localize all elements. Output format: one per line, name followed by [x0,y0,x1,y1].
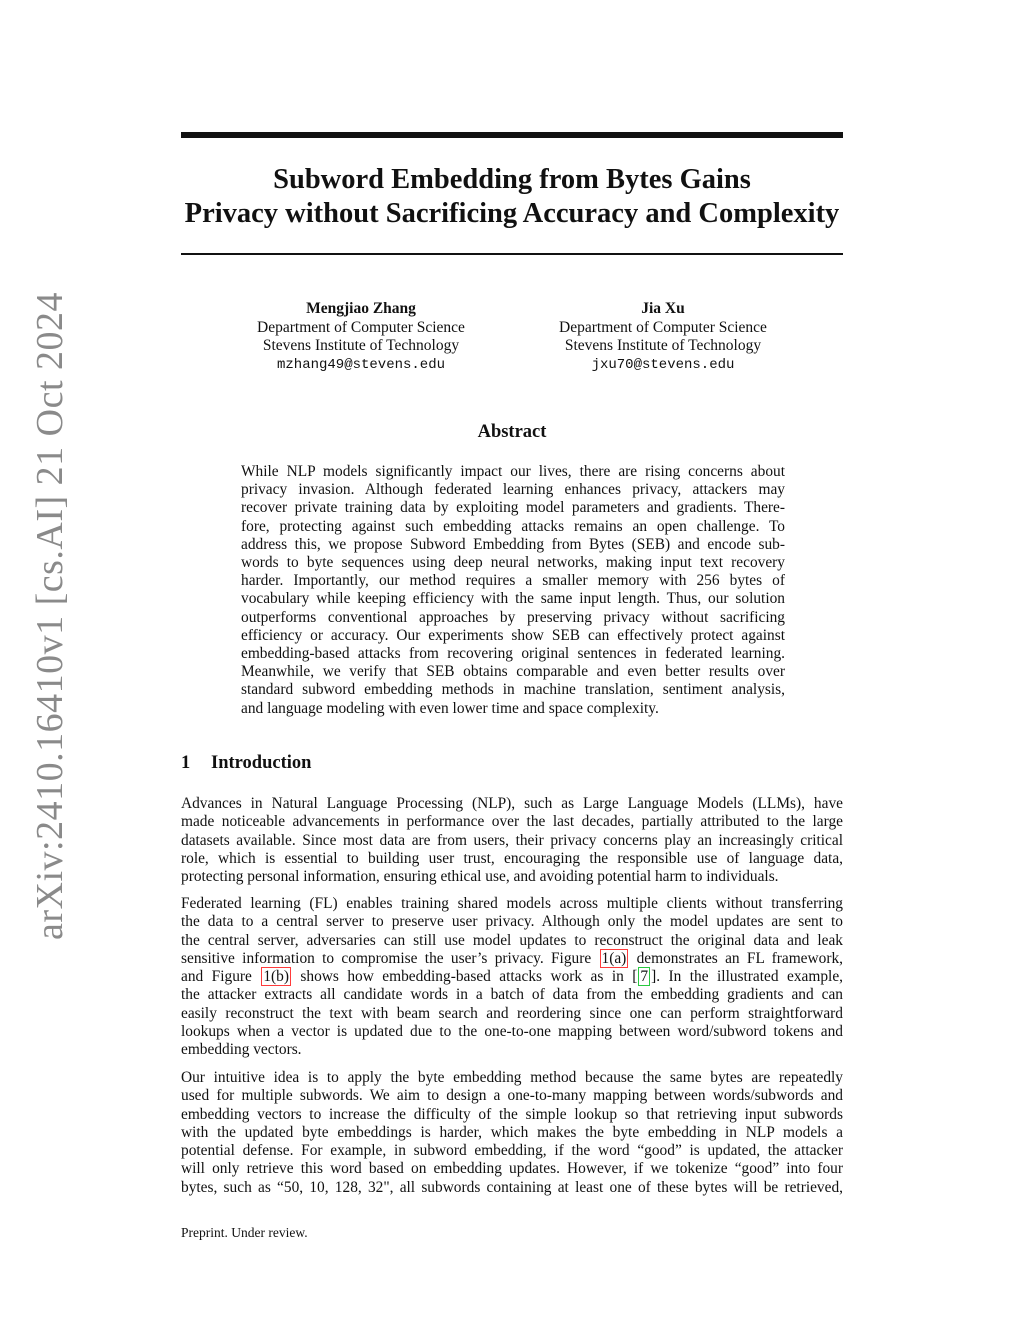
author-name: Jia Xu [641,300,685,317]
paragraph-line: lookups when a vector is updated due to the one-to-one mapping between word/subword tokens and [181,1023,843,1041]
abstract-line: words to byte sequences using deep neural networks, making input text recovery [241,554,785,572]
text-run: ]. In the illustrated example, [651,968,843,986]
paragraph-line: role, which is essential to building user trust, encouraging the responsible use of language data, [181,849,843,867]
title-bottom-rule [181,253,843,255]
abstract-line: standard subword embedding methods in machine translation, sentiment analysis, [241,681,785,699]
abstract-line: vocabulary while keeping efficiency with the same input length. Thus, our solution [241,590,785,608]
intro-paragraph-1 [181,795,843,886]
arxiv-identifier: arXiv:2410.16410v1 [cs.AI] 21 Oct 2024 [29,291,71,940]
paragraph-line: will only retrieve this word based on embedding updates. However, if we tokenize “good” into four [181,1160,843,1178]
text-run: sensitive information to compromise the user’s privacy. Figure [181,949,599,967]
intro-paragraph-2 [181,895,843,1060]
intro-paragraph-3 [181,1069,843,1197]
abstract-line: fore, protecting against such embedding attacks remains an open challenge. To [241,517,785,535]
author-email[interactable]: mzhang49@stevens.edu [276,356,446,373]
abstract-line: efficiency or accuracy. Our experiments show SEB can effectively protect against [241,626,785,644]
paragraph-line: embedding vectors. [181,1041,302,1059]
abstract-line: recover private training data by exploiting model parameters and gradients. There- [241,499,785,517]
paragraph-line: the central server, adversaries can still use model updates to reconstruct the original data and leak [181,931,843,949]
paragraph-line: bytes, such as “50, 10, 128, 32", all subwords containing at least one of these bytes will be retrieved, [181,1178,843,1196]
abstract-line: outperforms conventional approaches by preserving privacy without sacrificing [241,608,785,626]
paragraph-line [181,950,843,968]
paragraph-line: the data to a central server to preserve user privacy. Although only the model updates are sent to [181,913,843,931]
abstract-line: harder. Importantly, our method requires a smaller memory with 256 bytes of [241,572,785,590]
abstract-body [241,463,785,718]
paragraph-line: the attacker extracts all candidate words in a batch of data from the embedding gradients and can [181,986,843,1004]
abstract-line: privacy invasion. Although federated learning enhances privacy, attackers may [241,481,785,499]
citation-7-link[interactable]: 7 [640,968,649,986]
section-number: 1 [181,753,191,773]
author-block-2 [503,300,823,374]
paragraph-line: datasets available. Since most data are from users, their privacy concerns play an increasingly critical [181,831,843,849]
figure-1b-link[interactable]: 1(b) [263,968,289,986]
author-department: Department of Computer Science [257,318,465,336]
paragraph-line [181,968,843,986]
paper-title [181,163,843,231]
author-department: Department of Computer Science [559,318,767,336]
figure-1a-link[interactable]: 1(a) [601,949,627,967]
abstract-line: address this, we propose Subword Embedding from Bytes (SEB) and encode sub- [241,535,785,553]
author-institution: Stevens Institute of Technology [564,337,762,354]
title-line-2: Privacy without Sacrificing Accuracy and Complexity [184,198,840,229]
section-title: Introduction [211,753,312,773]
abstract-line: and language modeling with even lower time and space complexity. [241,699,659,717]
author-block-1 [201,300,521,374]
paragraph-line: potential defense. For example, in subword embedding, if the word “good” is updated, the attacker [181,1142,843,1160]
paragraph-line: made noticeable advancements in performance over the last decades, partially attributed to the large [181,813,843,831]
abstract-heading: Abstract [477,422,547,442]
section-heading-introduction [181,753,311,774]
text-run: and Figure [181,968,261,986]
title-line-1: Subword Embedding from Bytes Gains [273,164,751,195]
preprint-footer: Preprint. Under review. [181,1225,308,1240]
text-run: demonstrates an FL framework, [629,949,843,967]
paragraph-line: used for multiple subwords. We aim to design a one-to-many mapping between words/subwords and [181,1087,843,1105]
paragraph-line: Federated learning (FL) enables training shared models across multiple clients without transferring [181,895,843,912]
abstract-line: While NLP models significantly impact our lives, there are rising concerns about [241,463,785,480]
title-top-rule [181,132,843,138]
text-run: shows how embedding-based attacks work as in [ [291,968,638,986]
paragraph-line: with the updated byte embeddings is harder, which makes the byte embedding in NLP models a [181,1123,843,1141]
author-name: Mengjiao Zhang [306,300,416,317]
author-institution: Stevens Institute of Technology [262,337,460,354]
paragraph-line: Advances in Natural Language Processing (NLP), such as Large Language Models (LLMs), have [181,795,843,812]
abstract-line: Meanwhile, we verify that SEB obtains comparable and even better results over [241,663,785,681]
paragraph-line: Our intuitive idea is to apply the byte embedding method because the same bytes are repeatedly [181,1069,843,1086]
paragraph-line: embedding vectors to increase the difficulty of the simple lookup so that retrieving input subwords [181,1105,843,1123]
paragraph-line: protecting personal information, ensuring ethical use, and avoiding potential harm to individuals. [181,868,779,886]
abstract-line: embedding-based attacks from recovering original sentences in federated learning. [241,645,785,663]
paragraph-line: easily reconstruct the text with beam search and reordering since one can perform straightforward [181,1004,843,1022]
author-email[interactable]: jxu70@stevens.edu [591,356,735,373]
